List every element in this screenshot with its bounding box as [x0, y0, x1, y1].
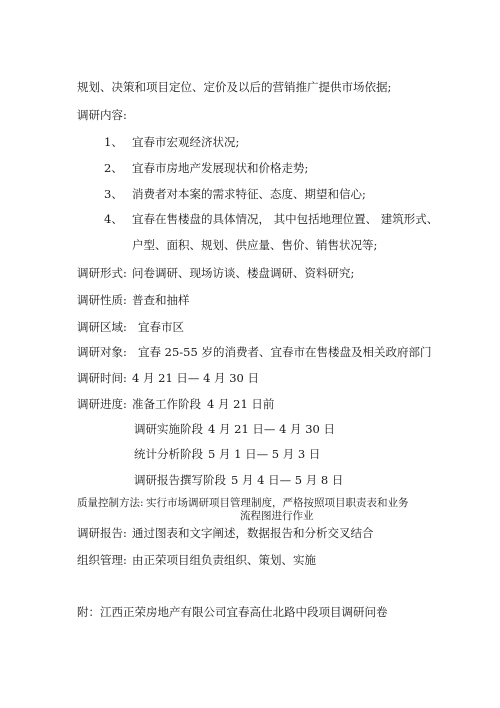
progress-stage-4-date: 5 月 4 日— 5 月 8 日 [231, 473, 344, 487]
content-label: 调研内容: [77, 108, 127, 122]
content-item-2-num: 2、 [104, 161, 123, 175]
nature-label: 调研性质: [77, 293, 127, 307]
target-value: 宜春 25-55 岁的消费者、宜春市在售楼盘及相关政府部门 [138, 345, 432, 359]
progress-stage-2-name: 调研实施阶段 [134, 422, 203, 436]
progress-stage-1-date: 4 月 21 日前 [207, 397, 275, 411]
content-item-4-text: 宜春在售楼盘的具体情况， 其中包括地理位置、 建筑形式、 [132, 212, 439, 226]
progress-stage-4-name: 调研报告撰写阶段 [134, 473, 226, 487]
report-value: 通过图表和文字阐述，数据报告和分析交叉结合 [132, 526, 374, 540]
method-label: 调研形式: [77, 266, 127, 280]
appendix-line: 附：江西正荣房地产有限公司宜春高仕北路中段项目调研问卷 [77, 605, 388, 619]
method-value: 问卷调研、现场访谈、楼盘调研、资料研究; [132, 266, 355, 280]
quality-line-2: 流程图进行作业 [240, 510, 314, 522]
progress-stage-3-name: 统计分析阶段 [134, 447, 203, 461]
intro-line: 规划、决策和项目定位、定价及以后的营销推广提供市场依据; [77, 80, 392, 94]
report-label: 调研报告: [77, 526, 127, 540]
management-label: 组织管理: [77, 553, 127, 567]
quality-line-1: 实行市场调研项目管理制度，严格按照项目职责表和业务 [146, 497, 409, 509]
target-label: 调研对象: [77, 345, 127, 359]
progress-stage-3-date: 5 月 1 日— 5 月 3 日 [208, 447, 321, 461]
management-value: 由正荣项目组负责组织、策划、实施 [132, 553, 316, 567]
nature-value: 普查和抽样 [132, 293, 190, 307]
region-label: 调研区域: [77, 320, 127, 334]
progress-stage-2-date: 4 月 21 日— 4 月 30 日 [208, 422, 335, 436]
time-label: 调研时间: [77, 371, 127, 385]
content-item-1-num: 1、 [104, 135, 123, 149]
content-item-4-num: 4、 [104, 212, 123, 226]
time-value: 4 月 21 日— 4 月 30 日 [132, 371, 259, 385]
content-item-3-text: 消费者对本案的需求特征、态度、期望和信心; [132, 187, 366, 201]
progress-stage-1-name: 准备工作阶段 [132, 397, 201, 411]
content-item-4-continuation: 户型、面积、规划、供应量、售价、销售状况等; [132, 238, 378, 252]
content-item-2-text: 宜春市房地产发展现状和价格走势; [132, 161, 309, 175]
content-item-1-text: 宜春市宏观经济状况; [132, 135, 240, 149]
content-item-3-num: 3、 [104, 187, 123, 201]
progress-label: 调研进度: [77, 397, 127, 411]
quality-label: 质量控制方法: [77, 497, 144, 509]
region-value: 宜春市区 [138, 320, 184, 334]
